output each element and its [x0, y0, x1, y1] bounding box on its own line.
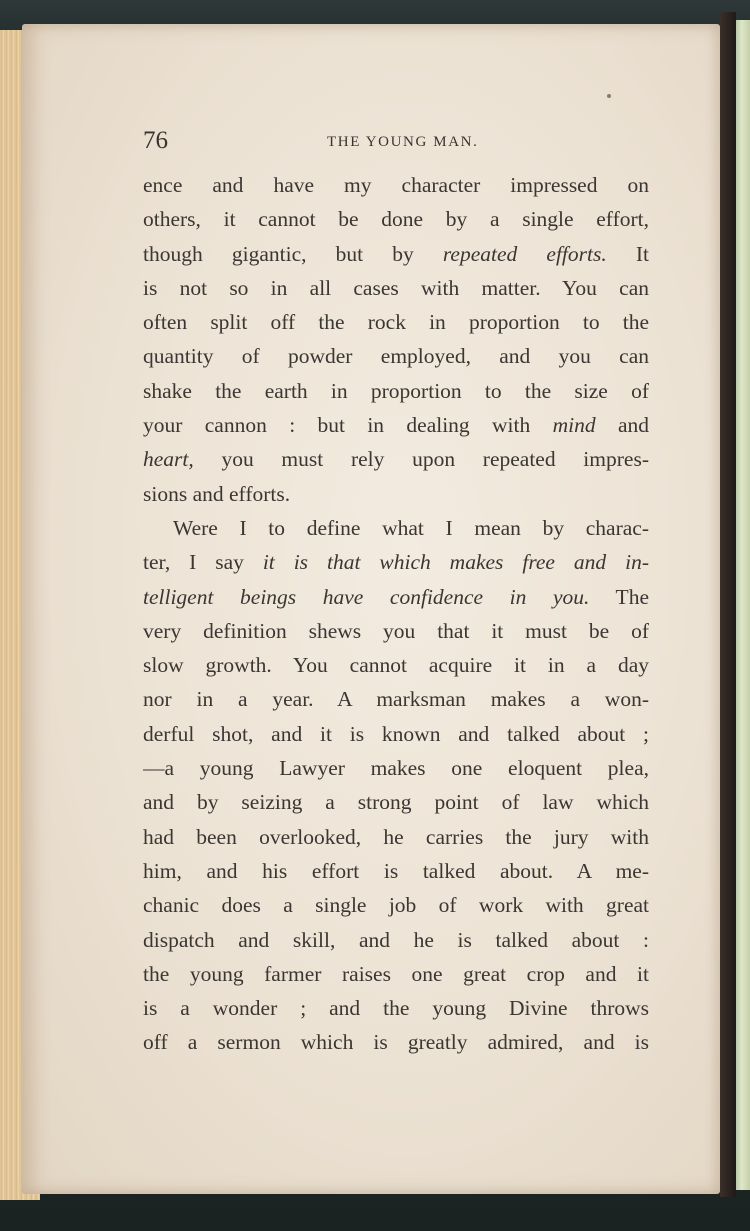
text-segment: quantity of powder employed, and you can — [143, 344, 649, 369]
text-segment: The — [589, 584, 649, 609]
text-line — [143, 305, 649, 339]
text-segment: very definition shews you that it must be of — [143, 618, 649, 643]
text-segment: though gigantic, but by — [143, 241, 443, 266]
text-segment: and — [595, 413, 649, 438]
italic-text: mind — [552, 413, 596, 438]
text-segment: is not so in all cases with matter. You can — [143, 275, 649, 300]
text-line — [143, 442, 649, 476]
body-text — [143, 168, 649, 1060]
text-line — [143, 237, 649, 271]
text-line — [143, 374, 649, 408]
text-line — [143, 477, 649, 511]
text-line — [143, 991, 649, 1025]
page-number: 76 — [143, 127, 168, 154]
text-segment: others, it cannot be done by a single effort, — [143, 207, 649, 232]
text-segment: your cannon : but in dealing with — [143, 413, 553, 438]
text-segment: derful shot, and it is known and talked about ; — [143, 721, 649, 746]
text-segment: the young farmer raises one great crop and it — [143, 961, 649, 986]
text-segment: slow growth. You cannot acquire it in a day — [143, 653, 649, 678]
text-line — [143, 648, 649, 682]
endpaper-strip — [736, 20, 750, 1190]
text-line — [143, 888, 649, 922]
text-line — [143, 785, 649, 819]
italic-text: telligent beings have confidence in you. — [143, 584, 590, 609]
text-segment: sions and efforts. — [143, 481, 291, 506]
italic-text: heart, — [143, 447, 194, 472]
text-segment: him, and his effort is talked about. A me- — [143, 858, 649, 883]
text-segment: had been overlooked, he carries the jury with — [143, 824, 649, 849]
text-line — [143, 1025, 649, 1059]
text-line — [143, 682, 649, 716]
text-line — [143, 957, 649, 991]
running-head: THE YOUNG MAN. — [327, 134, 479, 150]
text-segment: Were I to define what I mean by charac- — [173, 515, 649, 540]
text-segment: and by seizing a strong point of law which — [143, 790, 649, 815]
text-line — [143, 580, 649, 614]
italic-text: it is that which makes free and in- — [262, 550, 649, 575]
text-line — [143, 202, 649, 236]
text-segment: dispatch and skill, and he is talked about : — [143, 927, 649, 952]
text-line — [143, 168, 649, 202]
text-segment: ence and have my character impressed on — [143, 173, 649, 197]
text-segment: is a wonder ; and the young Divine throws — [143, 996, 649, 1021]
text-segment: ter, I say — [143, 550, 263, 575]
paper-speck — [607, 94, 611, 98]
text-line — [143, 614, 649, 648]
text-segment: shake the earth in proportion to the size of — [143, 378, 649, 403]
text-segment: It — [606, 241, 649, 266]
text-line — [143, 271, 649, 305]
text-line — [143, 923, 649, 957]
text-line — [143, 820, 649, 854]
text-line — [143, 717, 649, 751]
text-segment: —a young Lawyer makes one eloquent plea, — [143, 756, 649, 781]
text-line — [143, 339, 649, 373]
text-line — [143, 854, 649, 888]
text-segment: you must rely upon repeated impres- — [193, 447, 649, 472]
text-segment: nor in a year. A marksman makes a won- — [143, 687, 649, 712]
cover-edge — [720, 12, 736, 1197]
text-line — [143, 408, 649, 442]
text-line — [143, 545, 649, 579]
text-segment: often split off the rock in proportion to the — [143, 310, 649, 335]
text-segment: off a sermon which is greatly admired, and is — [143, 1030, 649, 1055]
text-segment: chanic does a single job of work with great — [143, 893, 649, 918]
page-header — [143, 126, 663, 156]
italic-text: repeated efforts. — [442, 241, 607, 266]
text-line — [143, 511, 649, 545]
text-line — [143, 751, 649, 785]
